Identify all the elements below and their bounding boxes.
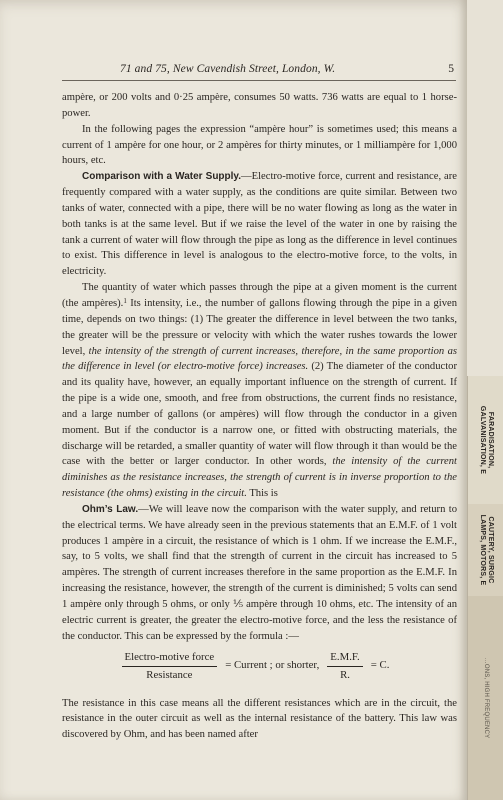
tab-label: FARADISATION, GALVANISATION, E — [479, 405, 494, 475]
index-tab-faradisation[interactable] — [467, 376, 503, 504]
running-title: 71 and 75, New Cavendish Street, London, W. — [120, 63, 336, 75]
section-heading: Ohm’s Law. — [82, 503, 139, 515]
tab-label: …ONS, HIGH FREQUENCY — [483, 657, 489, 739]
ohms-law-formula — [62, 651, 457, 682]
page-edge-shadow — [459, 0, 467, 800]
formula-result: = C. — [370, 659, 390, 672]
fraction — [327, 651, 362, 682]
page-number: 5 — [448, 63, 454, 75]
footnote-ref: 1 — [123, 296, 127, 305]
index-tab-cautery[interactable] — [467, 504, 503, 596]
emphasis-text: the intensity of the current diminishes as the resistance increases, the strength of current is in inverse proportion to the resistance (the ohms) existing in the circuit. — [62, 456, 457, 500]
body-text — [62, 90, 457, 743]
denominator: R. — [340, 668, 350, 681]
formula-middle: = Current ; or shorter, — [225, 659, 320, 672]
running-header — [62, 62, 456, 80]
header-rule — [62, 80, 456, 81]
paragraph: In the following pages the expression “ampère hour” is sometimes used; this means a current of 1 ampère for one hour, or 2 ampères for thirty minutes, or 1 milliampère for 1,000 hours, etc. — [62, 123, 457, 167]
paragraph: The resistance in this case means all the different resistances which are in the circuit, the resistance in the outer circuit as well as the internal resistance of the battery. This law was discovered by Ohm, and has been named after — [62, 697, 457, 741]
denominator: Resistance — [146, 668, 193, 681]
paragraph — [62, 280, 457, 502]
numerator: Electro-motive force — [122, 651, 218, 667]
paragraph — [62, 502, 457, 645]
paragraph-text: —We will leave now the comparison with the water supply, and return to the electrical terms. We have already seen in the previous statements that an E.M.F. of 1 volt produces 1 ampère in a circuit, the resistance of which is 1 ohm. If we increase the E.M.F., say, to 5 volts, we shall find that the strength of current in the circuit has increased to 5 ampères. The strength of current increases therefore in the same proportion as the E.M.F. In increasing the resistance, however, the strength of the current is diminished; 5 volts can send 1 ampère only through 5 ohms, or only ⅕ ampère through 10 ohms, etc. The intensity of an electric current is greater, the greater the electro-motive force, and the less the resistance of the conductor. This can be expressed by the formula :— — [62, 503, 457, 642]
index-tab-high-frequency[interactable] — [467, 596, 503, 800]
fraction — [122, 651, 218, 682]
paragraph — [62, 169, 457, 280]
emphasis-text: the intensity of the strength of current increases, therefore, in the same proportion as the difference in level (or electro-motive force) increases. — [62, 345, 457, 373]
paragraph-text: (2) The diameter of the conductor and its quality have, however, an equally important influence on the strength of current. If the pipe is a wide one, smooth, and free from obstructions, the current finds no resistance, and a large number of gallons (or ampères) will flow through the conductor in a given moment. But if the conductor is a narrow one, or fitted with obstructing materials, the discharge will be retarded, a smaller quantity of water will flow through it than would be the case with the better or larger conductor. In other words, — [62, 361, 457, 468]
tab-label: CAUTERY, SURGIC LAMPS, MOTORS, E — [479, 514, 494, 586]
numerator: E.M.F. — [327, 651, 362, 667]
paragraph-text: The quantity of water which passes through the pipe at a given moment is the current (the ampères). — [62, 282, 457, 309]
paragraph: ampère, or 200 volts and 0·25 ampère, consumes 50 watts. 736 watts are equal to 1 horse-power. — [62, 92, 457, 119]
paragraph-text: Its intensity, i.e., the number of gallons flowing through the pipe in a given time, depends on two things: (1) The greater the difference in level between the two tanks, the greater will be the pressure or velocity with which the water rushes towards the lower level, — [62, 297, 458, 357]
paragraph-text: —Electro-motive force, current and resistance, are frequently compared with a water supply, as the conditions are quite similar. Between two tanks of water, connected with a pipe, there will be no water flowing as long as the water in both tanks is at the same level. But if we raise the level of the water in one by raising the tank a current of water will flow through the pipe as long as the difference in level continues to exist. This difference in level is analogous to the electro-motive force, to the volts, in electricity. — [62, 171, 457, 278]
section-heading: Comparison with a Water Supply. — [82, 171, 242, 183]
paragraph-text: This is — [246, 488, 278, 500]
